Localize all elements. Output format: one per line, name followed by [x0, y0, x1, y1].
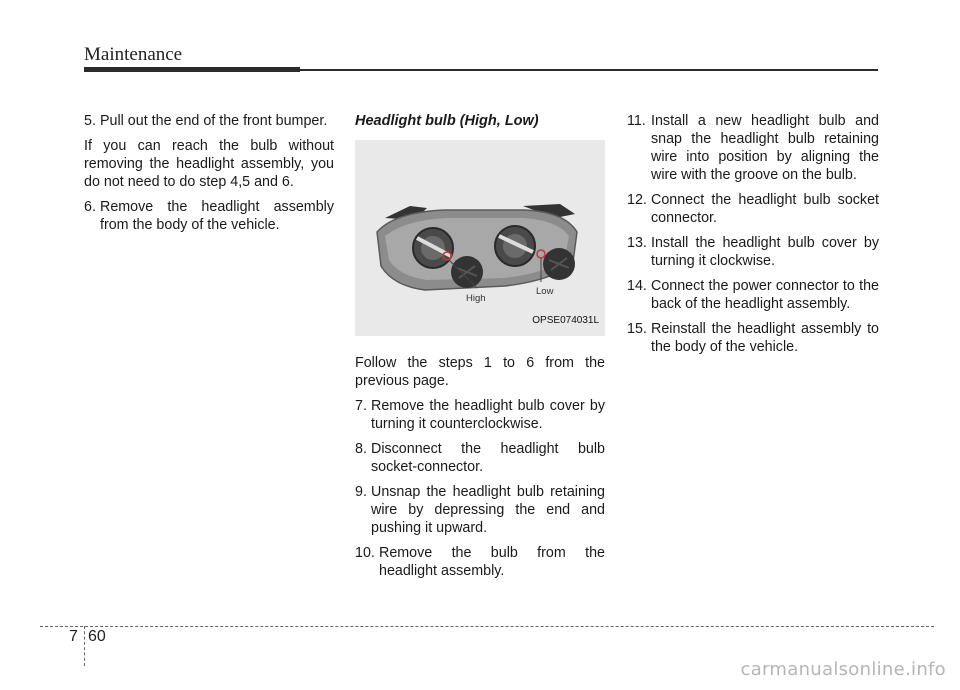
watermark: carmanualsonline.info [740, 659, 946, 680]
step-text: Disconnect the headlight bulb socket-connector. [371, 441, 605, 475]
step-text: Remove the bulb from the headlight assembly. [379, 545, 605, 579]
step-number: 5. [84, 113, 96, 129]
step-12 [627, 191, 879, 227]
label-high: High [466, 293, 486, 304]
note-paragraph: If you can reach the bulb without removing the headlight assembly, you do not need to do step 4,5 and 6. [84, 138, 334, 190]
intro-paragraph: Follow the steps 1 to 6 from the previous page. [355, 355, 605, 389]
step-text: Connect the power connector to the back of the headlight assembly. [651, 278, 879, 312]
step-number: 6. [84, 199, 96, 215]
middle-column [355, 112, 605, 587]
step-text: Remove the headlight assembly from the body of the vehicle. [100, 199, 334, 233]
section-heading: Headlight bulb (High, Low) [355, 113, 539, 129]
step-11 [627, 112, 879, 184]
footer-rule [40, 626, 934, 627]
label-low: Low [536, 286, 554, 297]
step-5 [84, 112, 334, 130]
step-number: 14. [627, 278, 647, 294]
step-text: Install the headlight bulb cover by turning it clockwise. [651, 235, 879, 269]
step-number: 15. [627, 321, 647, 337]
step-7 [355, 397, 605, 433]
step-number: 7. [355, 398, 367, 414]
step-8 [355, 440, 605, 476]
step-text: Remove the headlight bulb cover by turning it counterclockwise. [371, 398, 605, 432]
headlight-figure [355, 140, 605, 336]
step-text: Pull out the end of the front bumper. [100, 113, 328, 129]
header-rule-thick [84, 67, 300, 72]
left-column [84, 112, 334, 241]
step-9 [355, 483, 605, 537]
step-text: Reinstall the headlight assembly to the body of the vehicle. [651, 321, 879, 355]
step-14 [627, 277, 879, 313]
page-header-title: Maintenance [84, 44, 183, 65]
step-number: 9. [355, 484, 367, 500]
step-6 [84, 198, 334, 234]
step-text: Install a new headlight bulb and snap the headlight bulb retaining wire into position by aligning the wire with the groove on the bulb. [651, 113, 879, 183]
step-number: 13. [627, 235, 647, 251]
step-number: 10. [355, 545, 375, 561]
chapter-number: 7 [69, 628, 78, 645]
figure-code: OPSE074031L [532, 315, 599, 326]
step-number: 11. [627, 113, 646, 129]
step-15 [627, 320, 879, 356]
footer-divider [84, 626, 85, 666]
step-13 [627, 234, 879, 270]
step-text: Connect the headlight bulb socket connector. [651, 192, 879, 226]
page-number: 60 [88, 628, 106, 645]
step-number: 12. [627, 192, 647, 208]
step-10 [355, 544, 605, 580]
right-column [627, 112, 879, 363]
header-rule-thin [300, 69, 878, 71]
step-number: 8. [355, 441, 367, 457]
step-text: Unsnap the headlight bulb retaining wire by depressing the end and pushing it upward. [371, 484, 605, 536]
